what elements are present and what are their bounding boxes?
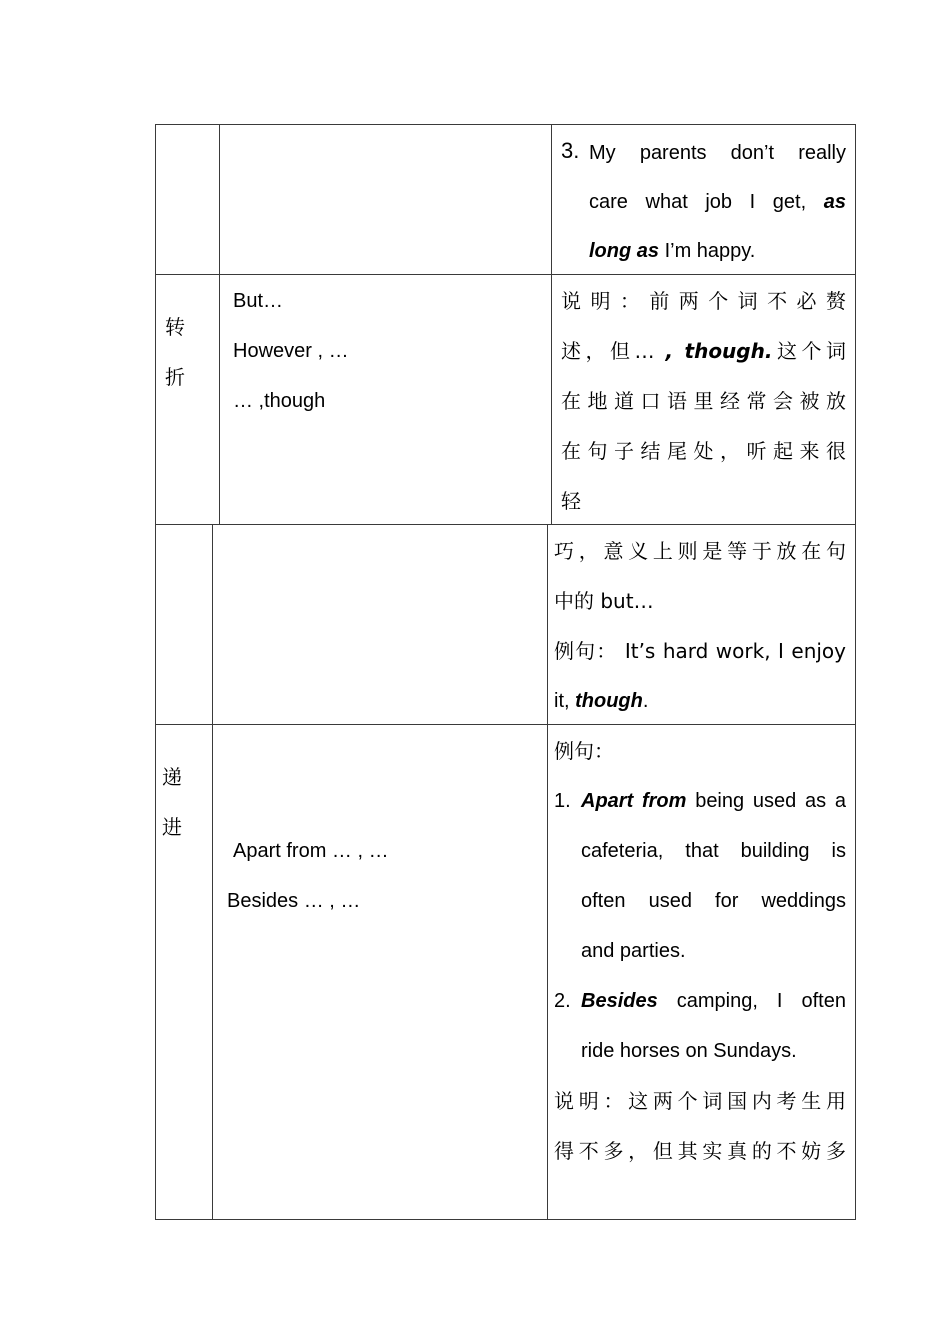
list-number: 3. (561, 138, 580, 163)
note-emphasis: Besides (581, 990, 658, 1012)
table-col-divider (551, 124, 552, 524)
table-border-top (155, 124, 856, 125)
note-emphasis: Apart from (581, 790, 687, 812)
table-border-bottom (155, 1219, 856, 1220)
note-emphasis: as (823, 191, 847, 213)
note-fragment: care what job I get, (589, 191, 807, 213)
list-number: 1. (554, 790, 571, 812)
note-text: 轻 (561, 489, 581, 513)
note-fragment: I’m happy. (659, 240, 756, 262)
note-emphasis: though (575, 690, 643, 712)
note-text: 中的 but… (554, 589, 654, 613)
note-text (581, 976, 846, 1026)
note-fragment: 例句： (554, 639, 618, 663)
list-number: 2. (554, 990, 571, 1012)
note-text: 说明：这两个词国内考生用 (554, 1089, 846, 1113)
note-text (581, 776, 846, 826)
expression-item: However , … (233, 340, 349, 362)
category-label: 折 (165, 365, 185, 389)
table-border-right (855, 124, 856, 1220)
table-row-divider (155, 724, 856, 725)
note-text: ride horses on Sundays. (581, 1040, 797, 1062)
note-text: My parents don’t really (589, 142, 846, 164)
note-fragment: . (642, 690, 649, 712)
expression-item: But… (233, 290, 284, 312)
note-text: 说明：前两个词不必赘 (561, 289, 846, 313)
table-border-left (155, 124, 156, 1220)
category-label: 进 (162, 815, 182, 839)
note-fragment: being used as a (686, 790, 847, 812)
note-text: cafeteria, that building is (581, 840, 846, 862)
note-fragment: It’s hard work, I enjoy (617, 639, 847, 663)
category-label: 转 (165, 315, 185, 339)
table-col-divider (547, 524, 548, 1220)
note-emphasis: long as (589, 240, 660, 262)
note-text (554, 626, 846, 676)
expression-item: Apart from … , … (233, 840, 389, 862)
note-fragment: camping, I often (657, 990, 846, 1012)
note-fragment: it, (554, 690, 576, 712)
note-fragment: 述，但… (561, 339, 655, 363)
category-label: 递 (162, 765, 182, 789)
note-text (589, 226, 755, 276)
table-col-divider (212, 524, 213, 1220)
note-heading: 例句： (554, 739, 614, 763)
note-fragment: 这个词 (772, 339, 847, 363)
note-text: and parties. (581, 940, 686, 962)
note-text: 在地道口语里经常会被放 (561, 389, 846, 413)
note-text: 得不多，但其实真的不妨多 (554, 1139, 846, 1163)
note-text (589, 177, 846, 227)
note-text: 在句子结尾处，听起来很 (561, 439, 846, 463)
note-text (554, 676, 648, 726)
note-text: often used for weddings (581, 890, 846, 912)
expression-item: … ,though (233, 390, 326, 412)
note-text: 巧，意义上则是等于放在句 (554, 539, 846, 563)
note-text (561, 326, 846, 376)
table-row-divider (155, 524, 856, 525)
table-col-divider (219, 124, 220, 524)
expression-item: Besides … , … (227, 890, 361, 912)
note-emphasis: , though. (665, 339, 773, 363)
